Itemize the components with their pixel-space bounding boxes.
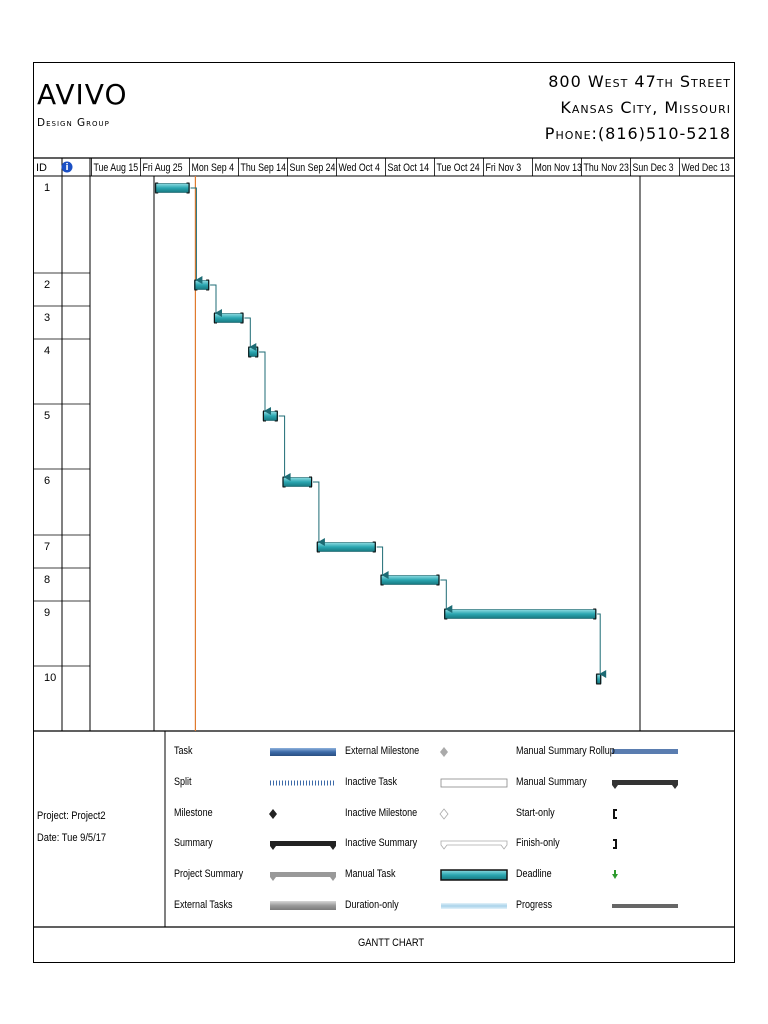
task-bar	[317, 543, 376, 552]
dependency-link	[440, 580, 446, 609]
dependency-link	[597, 614, 600, 674]
legend-swatch-finish-only	[613, 839, 617, 849]
dependency-link	[279, 416, 285, 477]
legend-swatch-task	[270, 748, 336, 756]
legend-label-manual-summary: Manual Summary	[516, 776, 587, 788]
timescale-label: Tue Oct 24	[436, 162, 480, 175]
legend-swatch-deadline	[612, 870, 618, 879]
legend-swatch-start-only	[613, 809, 617, 819]
timescale-label: Sun Sep 24	[289, 162, 336, 175]
task-id-label: 10	[44, 672, 57, 684]
legend-swatch-inactive-summary	[441, 841, 507, 849]
address-line2: Kansas City, Missouri	[560, 98, 731, 117]
legend-label-inactive-milestone: Inactive Milestone	[345, 807, 418, 819]
legend-swatch-project-summary	[270, 872, 336, 881]
timescale-label: Sun Dec 3	[632, 162, 674, 175]
task-id-label: 2	[44, 279, 51, 291]
legend-swatch-inactive-milestone	[440, 809, 448, 819]
legend-swatch-duration-only	[441, 903, 507, 909]
id-header: ID	[36, 162, 47, 174]
task-id-label: 4	[44, 345, 51, 357]
company-subtitle: Design Group	[37, 117, 110, 129]
timescale-label: Sat Oct 14	[387, 162, 430, 175]
timescale-label: Fri Aug 25	[142, 162, 183, 175]
task-bar	[444, 610, 596, 619]
legend-label-project-summary: Project Summary	[174, 868, 244, 880]
legend-label-progress: Progress	[516, 899, 553, 911]
task-id-label: 9	[44, 607, 51, 619]
task-bar	[214, 314, 243, 323]
task-id-label: 7	[44, 541, 51, 553]
legend-swatches	[33, 731, 735, 927]
task-id-label: 1	[44, 182, 51, 194]
legend-label-duration-only: Duration-only	[345, 899, 399, 911]
task-bar	[248, 348, 258, 357]
timescale-label: Mon Sep 4	[191, 162, 235, 175]
legend-swatch-external-milestone	[440, 747, 448, 757]
timescale-label: Thu Sep 14	[240, 162, 286, 175]
task-bars	[155, 183, 601, 685]
dependency-link	[210, 285, 216, 313]
legend-label-inactive-task: Inactive Task	[345, 776, 397, 788]
legend-label-external-tasks: External Tasks	[174, 899, 233, 911]
legend-label-milestone: Milestone	[174, 807, 213, 819]
footer-title: GANTT CHART	[358, 937, 425, 949]
legend-swatch-manual-task	[441, 870, 507, 880]
legend-project: Project: Project2	[37, 810, 106, 822]
legend-date: Date: Tue 9/5/17	[37, 832, 107, 844]
task-id-label: 8	[44, 574, 51, 586]
legend-label-manual-summary-rollup: Manual Summary Rollup	[516, 745, 615, 757]
legend-swatch-manual-summary	[612, 780, 678, 789]
legend-swatch-manual-summary-rollup	[612, 749, 678, 754]
info-icon: i	[65, 163, 69, 173]
task-id-label: 5	[44, 410, 51, 422]
dependency-links	[191, 188, 601, 674]
task-bar	[155, 184, 189, 193]
task-id-label: 6	[44, 475, 51, 487]
gantt-grid	[33, 158, 735, 731]
timescale-label: Wed Oct 4	[338, 162, 380, 175]
legend-label-external-milestone: External Milestone	[345, 745, 420, 757]
timescale-label: Tue Aug 15	[93, 162, 139, 175]
dependency-link	[244, 318, 250, 347]
task-bar	[283, 478, 312, 487]
legend-label-split: Split	[174, 776, 192, 788]
task-id-label: 3	[44, 312, 51, 324]
legend-swatch-external-tasks	[270, 901, 336, 910]
timescale-label: Thu Nov 23	[583, 162, 629, 175]
task-bar	[263, 412, 278, 421]
legend-swatch-inactive-task	[441, 779, 507, 787]
address-line1: 800 West 47th Street	[548, 72, 731, 91]
dependency-link	[313, 482, 319, 542]
legend-label-inactive-summary: Inactive Summary	[345, 837, 418, 849]
legend-label-task: Task	[174, 745, 193, 757]
timescale-label: Mon Nov 13	[534, 162, 582, 175]
legend-swatch-milestone	[269, 809, 277, 819]
timescale	[36, 158, 730, 176]
company-logo: AVIVO	[37, 78, 128, 111]
timescale-label: Fri Nov 3	[485, 162, 522, 175]
task-bar	[194, 281, 209, 290]
legend-label-finish-only: Finish-only	[516, 837, 560, 849]
legend-label-manual-task: Manual Task	[345, 868, 396, 880]
dependency-link	[377, 547, 383, 575]
task-bar	[381, 576, 440, 585]
legend-label-summary: Summary	[174, 837, 213, 849]
legend-label-deadline: Deadline	[516, 868, 552, 880]
legend-swatch-summary	[270, 841, 336, 850]
dependency-link	[259, 352, 265, 411]
legend-swatch-progress	[612, 904, 678, 908]
timescale-label: Wed Dec 13	[681, 162, 730, 175]
legend-label-start-only: Start-only	[516, 807, 555, 819]
phone-number: Phone:(816)510-5218	[544, 124, 731, 143]
